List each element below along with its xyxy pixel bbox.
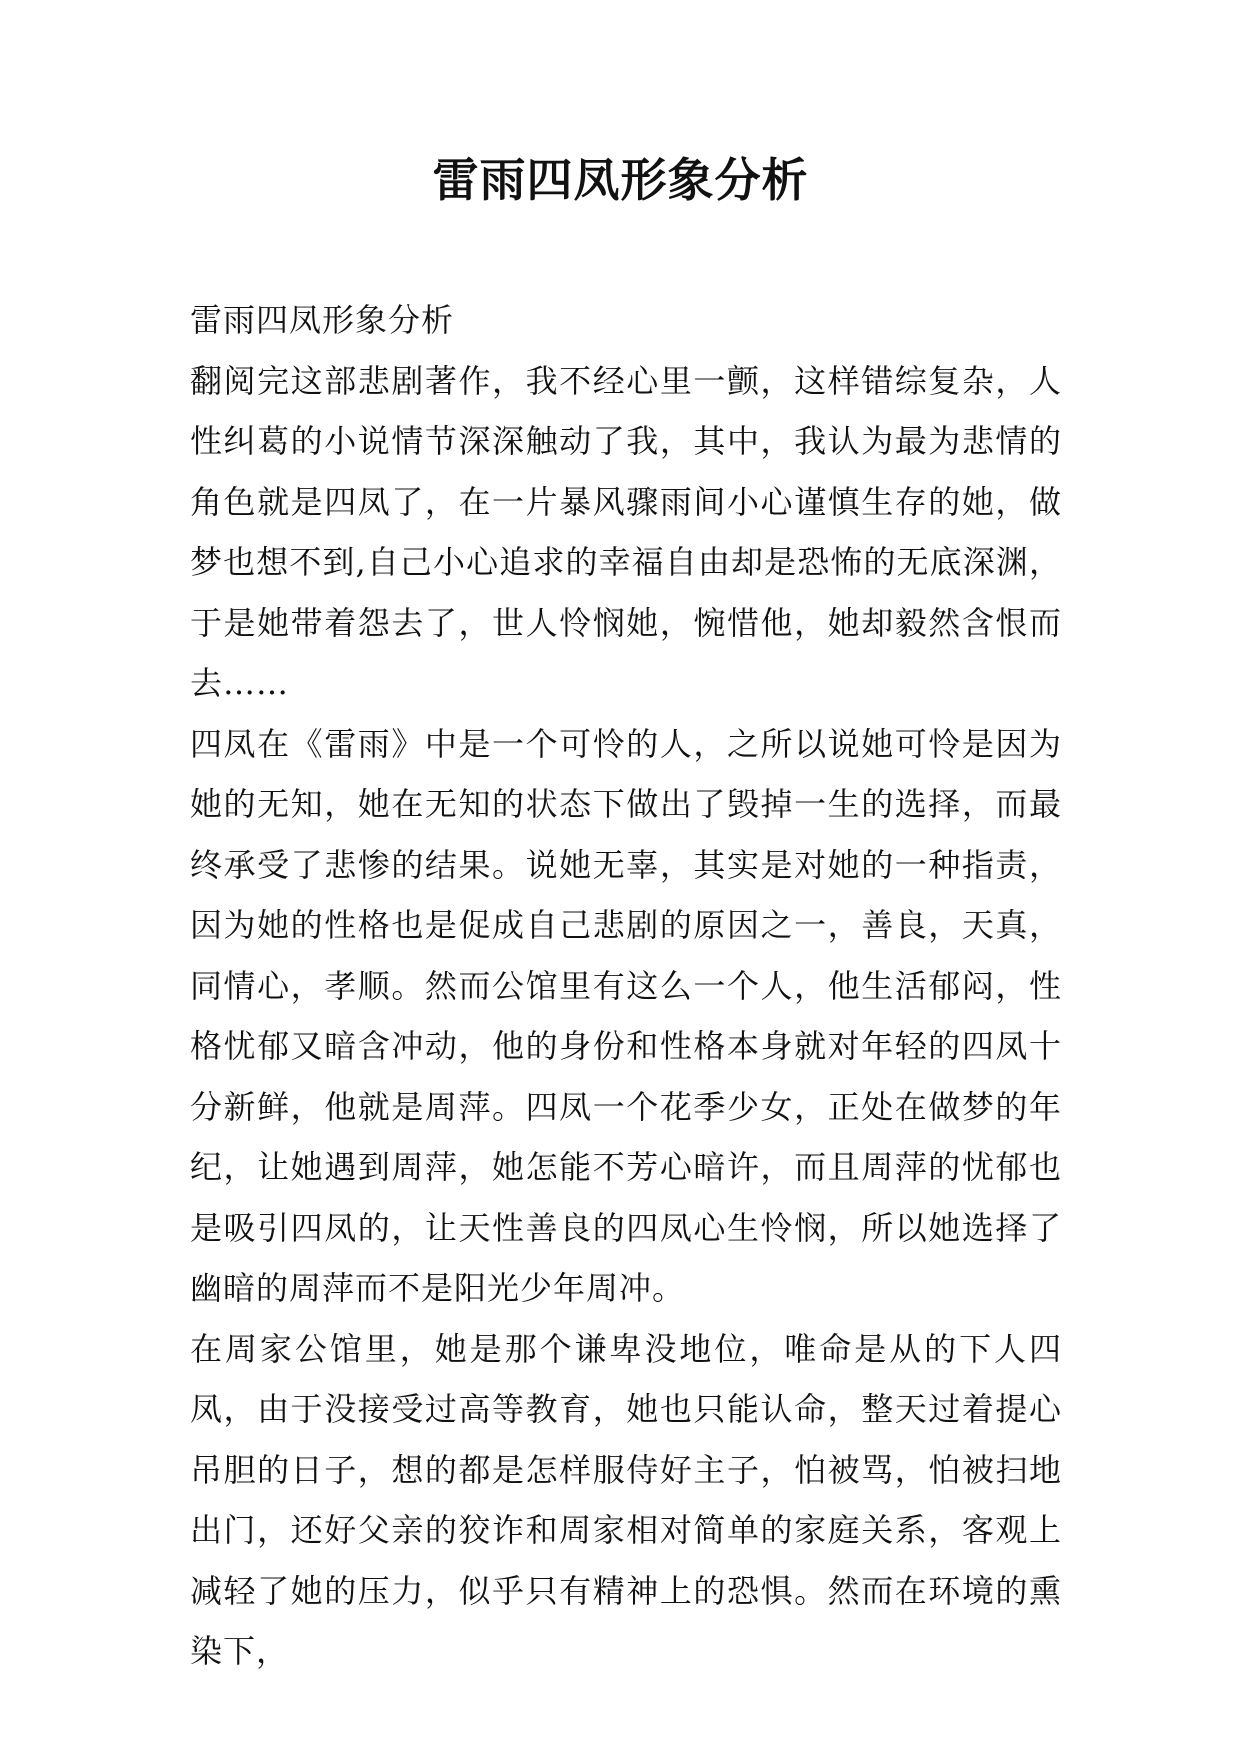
document-title: 雷雨四凤形象分析	[432, 153, 809, 207]
paragraph-subtitle: 雷雨四凤形象分析	[190, 301, 455, 339]
paragraph-3: 在周家公馆里，她是那个谦卑没地位，唯命是从的下人四凤，由于没接受过高等教育，她也只能认命，整天过着提心吊胆的日子，想的都是怎样服侍好主子，怕被骂，怕被扫地出门，还好父亲的狡诈和周家相对简单的家庭关系，客观上减轻了她的压力，似乎只有精神上的恐惧。然而在环境的熏染下，	[190, 1329, 1062, 1670]
document-body	[190, 290, 1062, 1682]
paragraph-2: 四凤在《雷雨》中是一个可怜的人，之所以说她可怜是因为她的无知，她在无知的状态下做出了毁掉一生的选择，而最终承受了悲惨的结果。说她无辜，其实是对她的一种指责，因为她的性格也是促成自己悲剧的原因之一，善良，天真，同情心，孝顺。然而公馆里有这么一个人，他生活郁闷，性格忧郁又暗含冲动，他的身份和性格本身就对年轻的四凤十分新鲜，他就是周萍。四凤一个花季少女，正处在做梦的年纪，让她遇到周萍，她怎能不芳心暗许，而且周萍的忧郁也是吸引四凤的，让天性善良的四凤心生怜悯，所以她选择了幽暗的周萍而不是阳光少年周冲。	[190, 724, 1062, 1307]
paragraph-1: 翻阅完这部悲剧著作，我不经心里一颤，这样错综复杂，人性纠葛的小说情节深深触动了我，其中，我认为最为悲情的角色就是四凤了，在一片暴风骤雨间小心谨慎生存的她，做梦也想不到,自己小心追求的幸福自由却是恐怖的无底深渊，于是她带着怨去了，世人怜悯她，惋惜他，她却毅然含恨而去……	[190, 361, 1062, 702]
